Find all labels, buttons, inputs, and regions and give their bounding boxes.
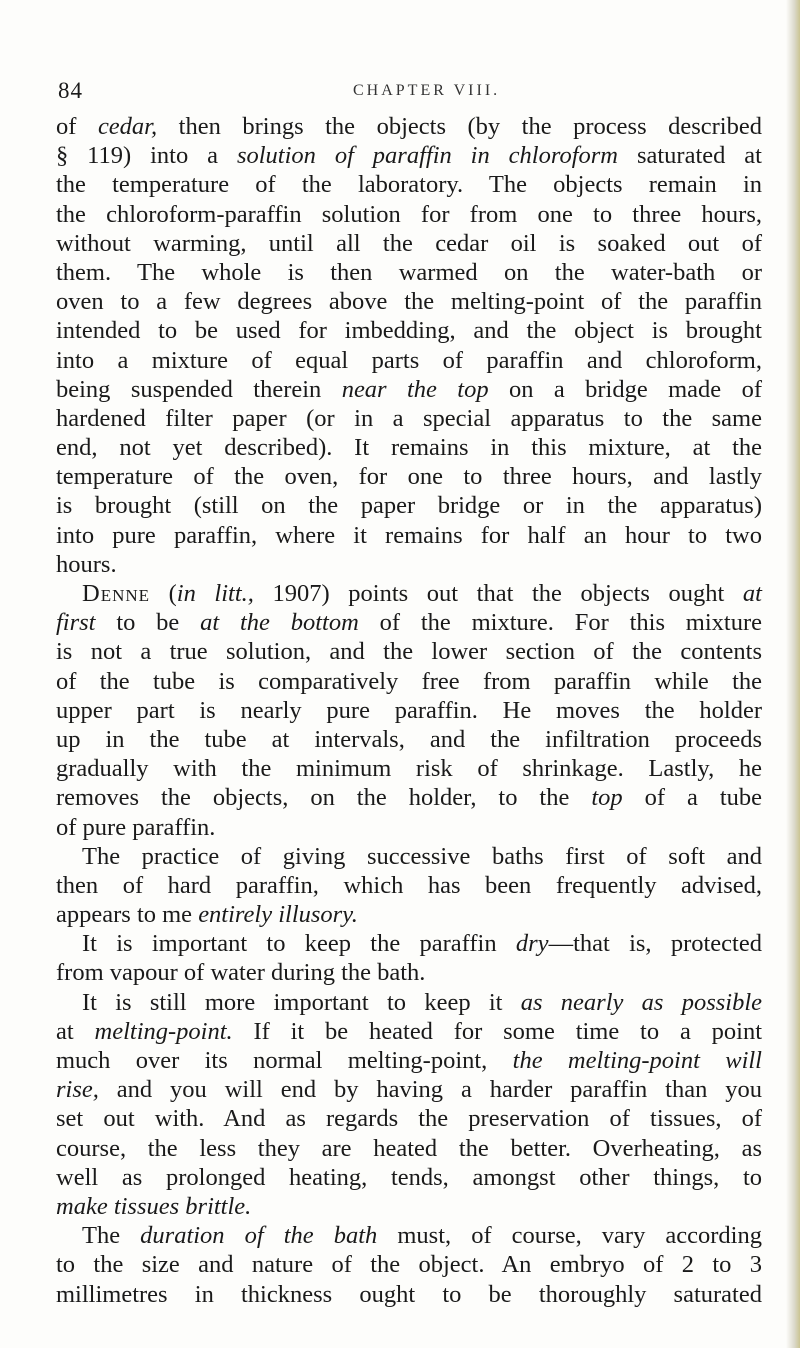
text-run: is brought (still on the paper bridge or in the apparatus): [56, 492, 762, 520]
text-line: [56, 754, 762, 783]
text-line: [56, 579, 762, 608]
text-run: hours.: [56, 550, 117, 578]
text-line: [56, 200, 762, 229]
text-run: is not a true solution, and the lower section of the contents: [56, 638, 762, 666]
text-line: [56, 550, 762, 579]
text-run: into a mixture of equal parts of paraffin and chloroform,: [56, 346, 762, 374]
text-run: millimetres in thickness ought to be thoroughly saturated: [56, 1280, 762, 1308]
text-line: [56, 783, 762, 812]
text-run: of the mixture. For this mixture: [358, 609, 763, 637]
text-line: [56, 521, 762, 550]
text-line: [56, 1163, 762, 1192]
text-line: [56, 1017, 762, 1046]
text-line: [56, 725, 762, 754]
italic-text: solution of paraffin in chloroform: [236, 142, 619, 170]
text-run: then of hard paraffin, which has been frequently advised,: [56, 871, 762, 899]
text-line: [56, 287, 762, 316]
text-line: [56, 958, 762, 987]
text-run: the chloroform-paraffin solution for from one to three hours,: [56, 200, 762, 228]
text-run: —that is, protected: [548, 930, 762, 958]
text-run: of: [56, 113, 98, 140]
text-run: up in the tube at intervals, and the infiltration proceeds: [56, 725, 762, 753]
text-run: If it be heated for some time to a point: [232, 1017, 763, 1045]
text-run: removes the objects, on the holder, to the: [56, 784, 592, 812]
text-line: [56, 637, 762, 666]
text-run: The practice of giving successive baths first of soft and: [82, 842, 762, 870]
text-run: much over its normal melting-point,: [56, 1047, 513, 1074]
text-run: saturated at: [618, 142, 762, 170]
text-run: and you will end by having a harder paraffin than you: [98, 1076, 762, 1104]
page-edge-shadow: [786, 0, 800, 1348]
italic-text: cedar,: [97, 113, 158, 140]
text-line: [56, 1192, 762, 1221]
text-run: appears to me: [56, 901, 199, 929]
text-line: [56, 667, 762, 696]
text-run: § 119) into a: [56, 142, 237, 170]
text-run: at: [56, 1017, 95, 1045]
text-run: of pure paraffin.: [56, 813, 216, 841]
text-run: the temperature of the laboratory. The objects remain in: [56, 171, 762, 199]
text-run: It is still more important to keep it: [82, 988, 521, 1016]
text-run: temperature of the oven, for one to three hours, and lastly: [56, 463, 762, 491]
text-line: [56, 1250, 762, 1279]
text-run: set out with. And as regards the preservation of tissues, of: [56, 1105, 762, 1133]
text-run: into pure paraffin, where it remains for half an hour to two: [56, 521, 762, 549]
text-run: course, the less they are heated the better. Overheating, as: [56, 1134, 762, 1162]
text-run: of the tube is comparatively free from paraffin while the: [56, 667, 762, 695]
italic-text: rise,: [56, 1076, 99, 1104]
text-line: [56, 375, 762, 404]
italic-text: melting-point.: [94, 1017, 233, 1045]
italic-text: in litt.,: [176, 580, 254, 607]
text-run: oven to a few degrees above the melting-point of the paraffin: [56, 288, 762, 316]
text-line: [56, 696, 762, 725]
text-line: [56, 112, 762, 141]
italic-text: near the top: [341, 375, 489, 403]
text-run: must, of course, vary according: [377, 1222, 762, 1250]
italic-text: at the bottom: [200, 609, 359, 637]
text-run: them. The whole is then warmed on the water-bath or: [56, 258, 762, 286]
text-line: [56, 1075, 762, 1104]
italic-text: entirely illusory.: [198, 901, 358, 929]
text-line: [56, 141, 762, 170]
author-name: Denne: [82, 580, 151, 607]
text-run: The: [82, 1222, 141, 1250]
page-number: 84: [58, 78, 83, 103]
italic-text: make tissues brittle.: [56, 1192, 252, 1220]
text-line: [56, 229, 762, 258]
page-header: [58, 78, 758, 108]
text-line: [56, 1046, 762, 1075]
text-run: It is important to keep the paraffin: [82, 930, 516, 958]
text-run: to be: [95, 609, 201, 637]
text-line: [56, 842, 762, 871]
text-line: [56, 900, 762, 929]
text-run: being suspended therein: [56, 375, 342, 403]
text-line: [56, 170, 762, 199]
text-run: to the size and nature of the object. An embryo of 2 to 3: [56, 1251, 762, 1279]
italic-text: as nearly as possible: [520, 988, 763, 1016]
text-line: [56, 1280, 762, 1309]
text-run: on a bridge made of: [488, 375, 762, 403]
text-run: hardened filter paper (or in a special apparatus to the same: [56, 404, 762, 432]
text-line: [56, 433, 762, 462]
text-line: [56, 608, 762, 637]
text-line: [56, 1104, 762, 1133]
text-run: from vapour of water during the bath.: [56, 959, 426, 987]
text-run: (: [150, 580, 177, 607]
text-run: gradually with the minimum risk of shrinkage. Lastly, he: [56, 755, 762, 783]
text-line: [56, 988, 762, 1017]
italic-text: at: [742, 580, 762, 607]
text-run: of a tube: [622, 784, 762, 812]
text-run: then brings the objects (by the process described: [157, 113, 762, 140]
text-run: well as prolonged heating, tends, amongst other things, to: [56, 1163, 762, 1191]
italic-text: dry: [515, 930, 549, 958]
italic-text: top: [591, 784, 623, 812]
text-line: [56, 871, 762, 900]
text-line: [56, 1221, 762, 1250]
text-line: [56, 491, 762, 520]
text-run: upper part is nearly pure paraffin. He moves the holder: [56, 696, 762, 724]
text-run: intended to be used for imbedding, and the object is brought: [56, 317, 762, 345]
text-run: without warming, until all the cedar oil is soaked out of: [56, 229, 762, 257]
text-line: [56, 929, 762, 958]
running-head: CHAPTER VIII.: [353, 82, 501, 99]
text-line: [56, 813, 762, 842]
text-line: [56, 316, 762, 345]
body-text: [56, 112, 762, 1309]
text-line: [56, 258, 762, 287]
text-line: [56, 346, 762, 375]
italic-text: duration of the bath: [140, 1222, 378, 1250]
text-run: 1907) points out that the objects ought: [253, 580, 743, 607]
text-line: [56, 462, 762, 491]
text-line: [56, 1134, 762, 1163]
text-line: [56, 404, 762, 433]
text-run: end, not yet described). It remains in this mixture, at the: [56, 434, 762, 462]
italic-text: first: [56, 609, 96, 637]
italic-text: the melting-point will: [512, 1047, 762, 1074]
